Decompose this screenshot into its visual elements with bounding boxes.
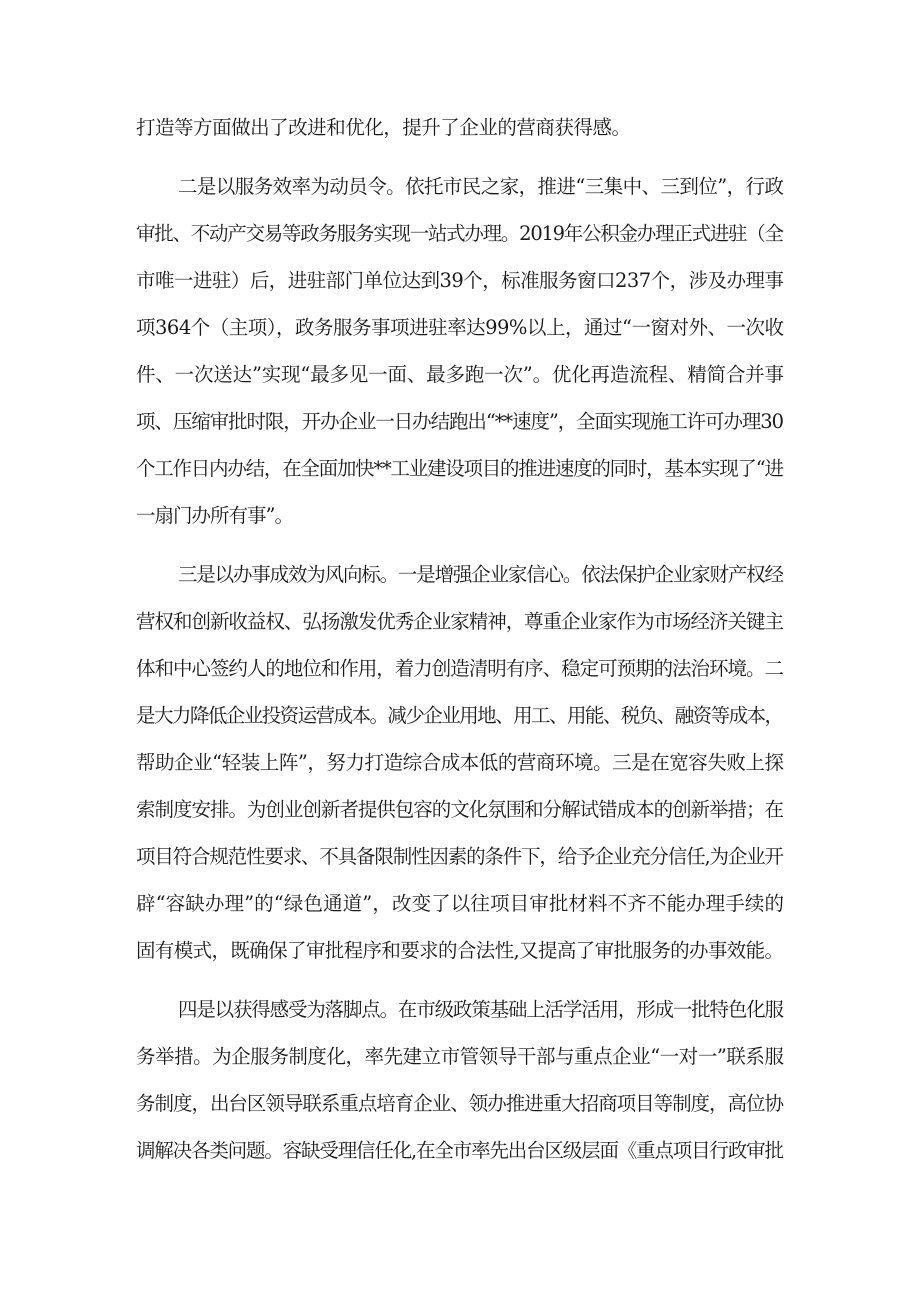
text-line: 项364个（主项），政务服务事项进驻率达99%以上，通过“一窗对外、一次收 bbox=[136, 316, 784, 339]
text-line: 打造等方面做出了改进和优化，提升了企业的营商获得感。 bbox=[136, 116, 631, 139]
text-line: 体和中心签约人的地位和作用，着力创造清明有序、稳定可预期的法治环境。二 bbox=[136, 657, 783, 680]
text-line: 固有模式，既确保了审批程序和要求的合法性,又提高了审批服务的办事效能。 bbox=[136, 939, 784, 962]
text-line: 件、一次送达”实现“最多见一面、最多跑一次”。优化再造流程、精简合并事 bbox=[136, 363, 784, 386]
text-line: 二是以服务效率为动员令。依托市民之家，推进“三集中、三到位”，行政 bbox=[178, 175, 784, 198]
text-line: 务制度，出台区领导联系重点培育企业、领办推进重大招商项目等制度，高位协 bbox=[136, 1092, 783, 1115]
text-line: 个工作日内办结，在全面加快**工业建设项目的推进速度的同时，基本实现了“进 bbox=[136, 457, 783, 480]
text-line: 项、压缩审批时限，开办企业一日办结跑出“**速度”，全面实现施工许可办理30 bbox=[136, 410, 783, 433]
text-line: 市唯一进驻）后，进驻部门单位达到39个，标准服务窗口237个，涉及办理事 bbox=[136, 269, 784, 292]
text-line: 是大力降低企业投资运营成本。减少企业用地、用工、用能、税负、融资等成本， bbox=[136, 704, 783, 727]
text-line: 三是以办事成效为风向标。一是增强企业家信心。依法保护企业家财产权经 bbox=[178, 563, 783, 586]
text-line: 营权和创新收益权、弘扬激发优秀企业家精神，尊重企业家作为市场经济关键主 bbox=[136, 610, 783, 633]
text-line: 调解决各类问题。容缺受理信任化,在全市率先出台区级层面《重点项目行政审批 bbox=[136, 1139, 783, 1162]
text-line: 务举措。为企服务制度化，率先建立市管领导干部与重点企业“一对一”联系服 bbox=[136, 1045, 784, 1068]
text-line: 帮助企业“轻装上阵”，努力打造综合成本低的营商环境。三是在宽容失败上探 bbox=[136, 751, 784, 774]
text-line: 四是以获得感受为落脚点。在市级政策基础上活学活用，形成一批特色化服 bbox=[178, 998, 783, 1021]
text-line: 索制度安排。为创业创新者提供包容的文化氛围和分解试错成本的创新举措；在 bbox=[136, 798, 783, 821]
text-line: 一扇门办所有事”。 bbox=[136, 504, 293, 527]
text-line: 项目符合规范性要求、不具备限制性因素的条件下，给予企业充分信任,为企业开 bbox=[136, 845, 783, 868]
text-line: 辟“容缺办理”的“绿色通道”，改变了以往项目审批材料不齐不能办理手续的 bbox=[136, 892, 784, 915]
text-line: 审批、不动产交易等政务服务实现一站式办理。2019年公积金办理正式进驻（全 bbox=[136, 222, 783, 245]
